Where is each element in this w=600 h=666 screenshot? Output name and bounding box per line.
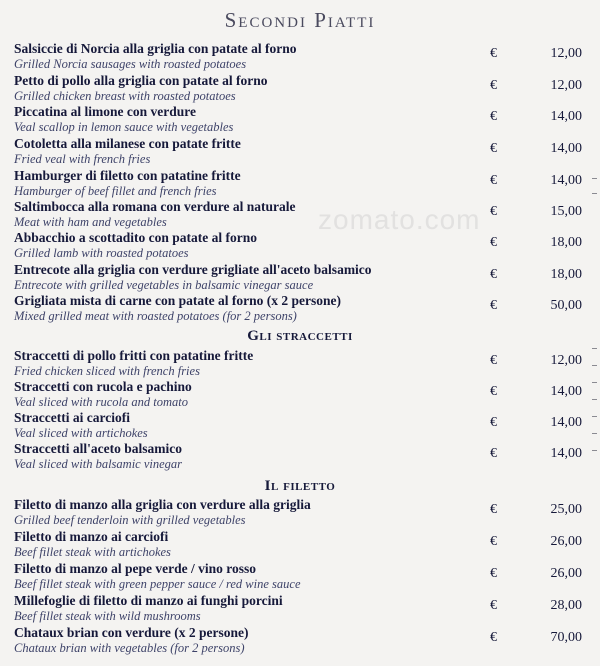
- menu-item: [14, 561, 590, 593]
- currency-symbol: €: [490, 446, 497, 461]
- item-price: 14,00: [550, 109, 582, 124]
- menu-item: [14, 497, 590, 529]
- currency-symbol: €: [490, 298, 497, 313]
- item-description: Meat with ham and vegetables: [14, 215, 167, 229]
- item-description: Beef fillet steak with artichokes: [14, 545, 171, 559]
- item-name: Entrecote alla griglia con verdure grigliate all'aceto balsamico: [14, 262, 372, 277]
- item-name: Straccetti ai carciofi: [14, 410, 130, 425]
- edge-mark: [592, 348, 597, 349]
- item-name: Petto di pollo alla griglia con patate al forno: [14, 73, 268, 88]
- item-description: Veal sliced with balsamic vinegar: [14, 457, 183, 471]
- menu-item: [14, 168, 590, 200]
- item-price: 12,00: [550, 353, 582, 368]
- edge-mark: [592, 433, 597, 434]
- currency-symbol: €: [490, 267, 497, 282]
- menu-item: [14, 41, 590, 73]
- item-price: 12,00: [550, 46, 582, 61]
- item-price: 14,00: [550, 384, 582, 399]
- item-price: 70,00: [550, 630, 582, 645]
- item-name: Straccetti di pollo fritti con patatine fritte: [14, 348, 254, 363]
- menu-item: [14, 262, 590, 294]
- menu-item: [14, 593, 590, 625]
- item-name: Filetto di manzo ai carciofi: [14, 529, 169, 544]
- edge-mark: [592, 450, 597, 451]
- item-name: Straccetti all'aceto balsamico: [14, 441, 182, 456]
- item-description: Beef fillet steak with wild mushrooms: [14, 609, 201, 623]
- item-name: Cotoletta alla milanese con patate fritte: [14, 136, 241, 151]
- item-price: 14,00: [550, 446, 582, 461]
- menu-item: [14, 379, 590, 411]
- item-description: Grilled Norcia sausages with roasted potatoes: [14, 57, 247, 71]
- edge-mark: [592, 193, 597, 194]
- item-price: 18,00: [550, 235, 582, 250]
- menu-item: [14, 348, 590, 380]
- currency-symbol: €: [490, 630, 497, 645]
- currency-symbol: €: [490, 109, 497, 124]
- item-description: Fried veal with french fries: [14, 152, 151, 166]
- edge-mark: [592, 382, 597, 383]
- item-description: Veal scallop in lemon sauce with vegetables: [14, 120, 234, 134]
- item-price: 25,00: [550, 502, 582, 517]
- item-price: 50,00: [550, 298, 582, 313]
- menu-item: [14, 199, 590, 231]
- menu-item: [14, 104, 590, 136]
- item-price: 18,00: [550, 267, 582, 282]
- currency-symbol: €: [490, 235, 497, 250]
- watermark: zomato.com: [318, 204, 481, 235]
- item-price: 14,00: [550, 141, 582, 156]
- item-description: Veal sliced with rucola and tomato: [14, 395, 188, 409]
- item-name: Saltimbocca alla romana con verdure al naturale: [14, 199, 296, 214]
- edge-mark: [592, 399, 597, 400]
- currency-symbol: €: [490, 502, 497, 517]
- currency-symbol: €: [490, 415, 497, 430]
- item-price: 14,00: [550, 173, 582, 188]
- currency-symbol: €: [490, 566, 497, 581]
- currency-symbol: €: [490, 46, 497, 61]
- currency-symbol: €: [490, 598, 497, 613]
- item-name: Abbacchio a scottadito con patate al forno: [14, 230, 257, 245]
- menu-item: [14, 136, 590, 168]
- section-heading: Gli straccetti: [247, 328, 353, 344]
- item-price: 28,00: [550, 598, 582, 613]
- currency-symbol: €: [490, 78, 497, 93]
- edge-mark: [592, 365, 597, 366]
- menu-item: [14, 441, 590, 473]
- edge-mark: [592, 178, 597, 179]
- item-price: 15,00: [550, 204, 582, 219]
- item-description: Veal sliced with artichokes: [14, 426, 148, 440]
- item-description: Mixed grilled meat with roasted potatoes (for 2 persons): [14, 309, 297, 323]
- item-name: Straccetti con rucola e pachino: [14, 379, 192, 394]
- item-description: Entrecote with grilled vegetables in balsamic vinegar sauce: [14, 278, 314, 292]
- currency-symbol: €: [490, 534, 497, 549]
- item-price: 14,00: [550, 415, 582, 430]
- item-name: Piccatina al limone con verdure: [14, 104, 196, 119]
- menu-item: [14, 625, 590, 657]
- item-description: Fried chicken sliced with french fries: [14, 364, 200, 378]
- item-description: Grilled beef tenderloin with grilled vegetables: [14, 513, 246, 527]
- edge-mark: [592, 416, 597, 417]
- item-description: Beef fillet steak with green pepper sauce / red wine sauce: [14, 577, 301, 591]
- item-name: Salsiccie di Norcia alla griglia con patate al forno: [14, 41, 297, 56]
- currency-symbol: €: [490, 173, 497, 188]
- menu-item: [14, 293, 590, 325]
- item-description: Grilled lamb with roasted potatoes: [14, 246, 189, 260]
- currency-symbol: €: [490, 384, 497, 399]
- item-price: 12,00: [550, 78, 582, 93]
- item-description: Chataux brian with vegetables (for 2 persons): [14, 641, 245, 655]
- section-heading: Il filetto: [264, 478, 336, 494]
- menu-item: [14, 73, 590, 105]
- item-price: 26,00: [550, 566, 582, 581]
- item-name: Filetto di manzo alla griglia con verdure alla griglia: [14, 497, 311, 512]
- menu-item: [14, 410, 590, 442]
- currency-symbol: €: [490, 353, 497, 368]
- item-description: Grilled chicken breast with roasted potatoes: [14, 89, 236, 103]
- currency-symbol: €: [490, 141, 497, 156]
- item-name: Grigliata mista di carne con patate al forno (x 2 persone): [14, 293, 341, 308]
- item-name: Filetto di manzo al pepe verde / vino rosso: [14, 561, 256, 576]
- page-title: Secondi Piatti: [224, 8, 376, 32]
- menu-item: [14, 230, 590, 262]
- menu-item: [14, 529, 590, 561]
- item-name: Millefoglie di filetto di manzo ai funghi porcini: [14, 593, 283, 608]
- item-price: 26,00: [550, 534, 582, 549]
- item-name: Hamburger di filetto con patatine fritte: [14, 168, 241, 183]
- item-name: Chataux brian con verdure (x 2 persone): [14, 625, 249, 640]
- item-description: Hamburger of beef fillet and french fries: [14, 184, 217, 198]
- currency-symbol: €: [490, 204, 497, 219]
